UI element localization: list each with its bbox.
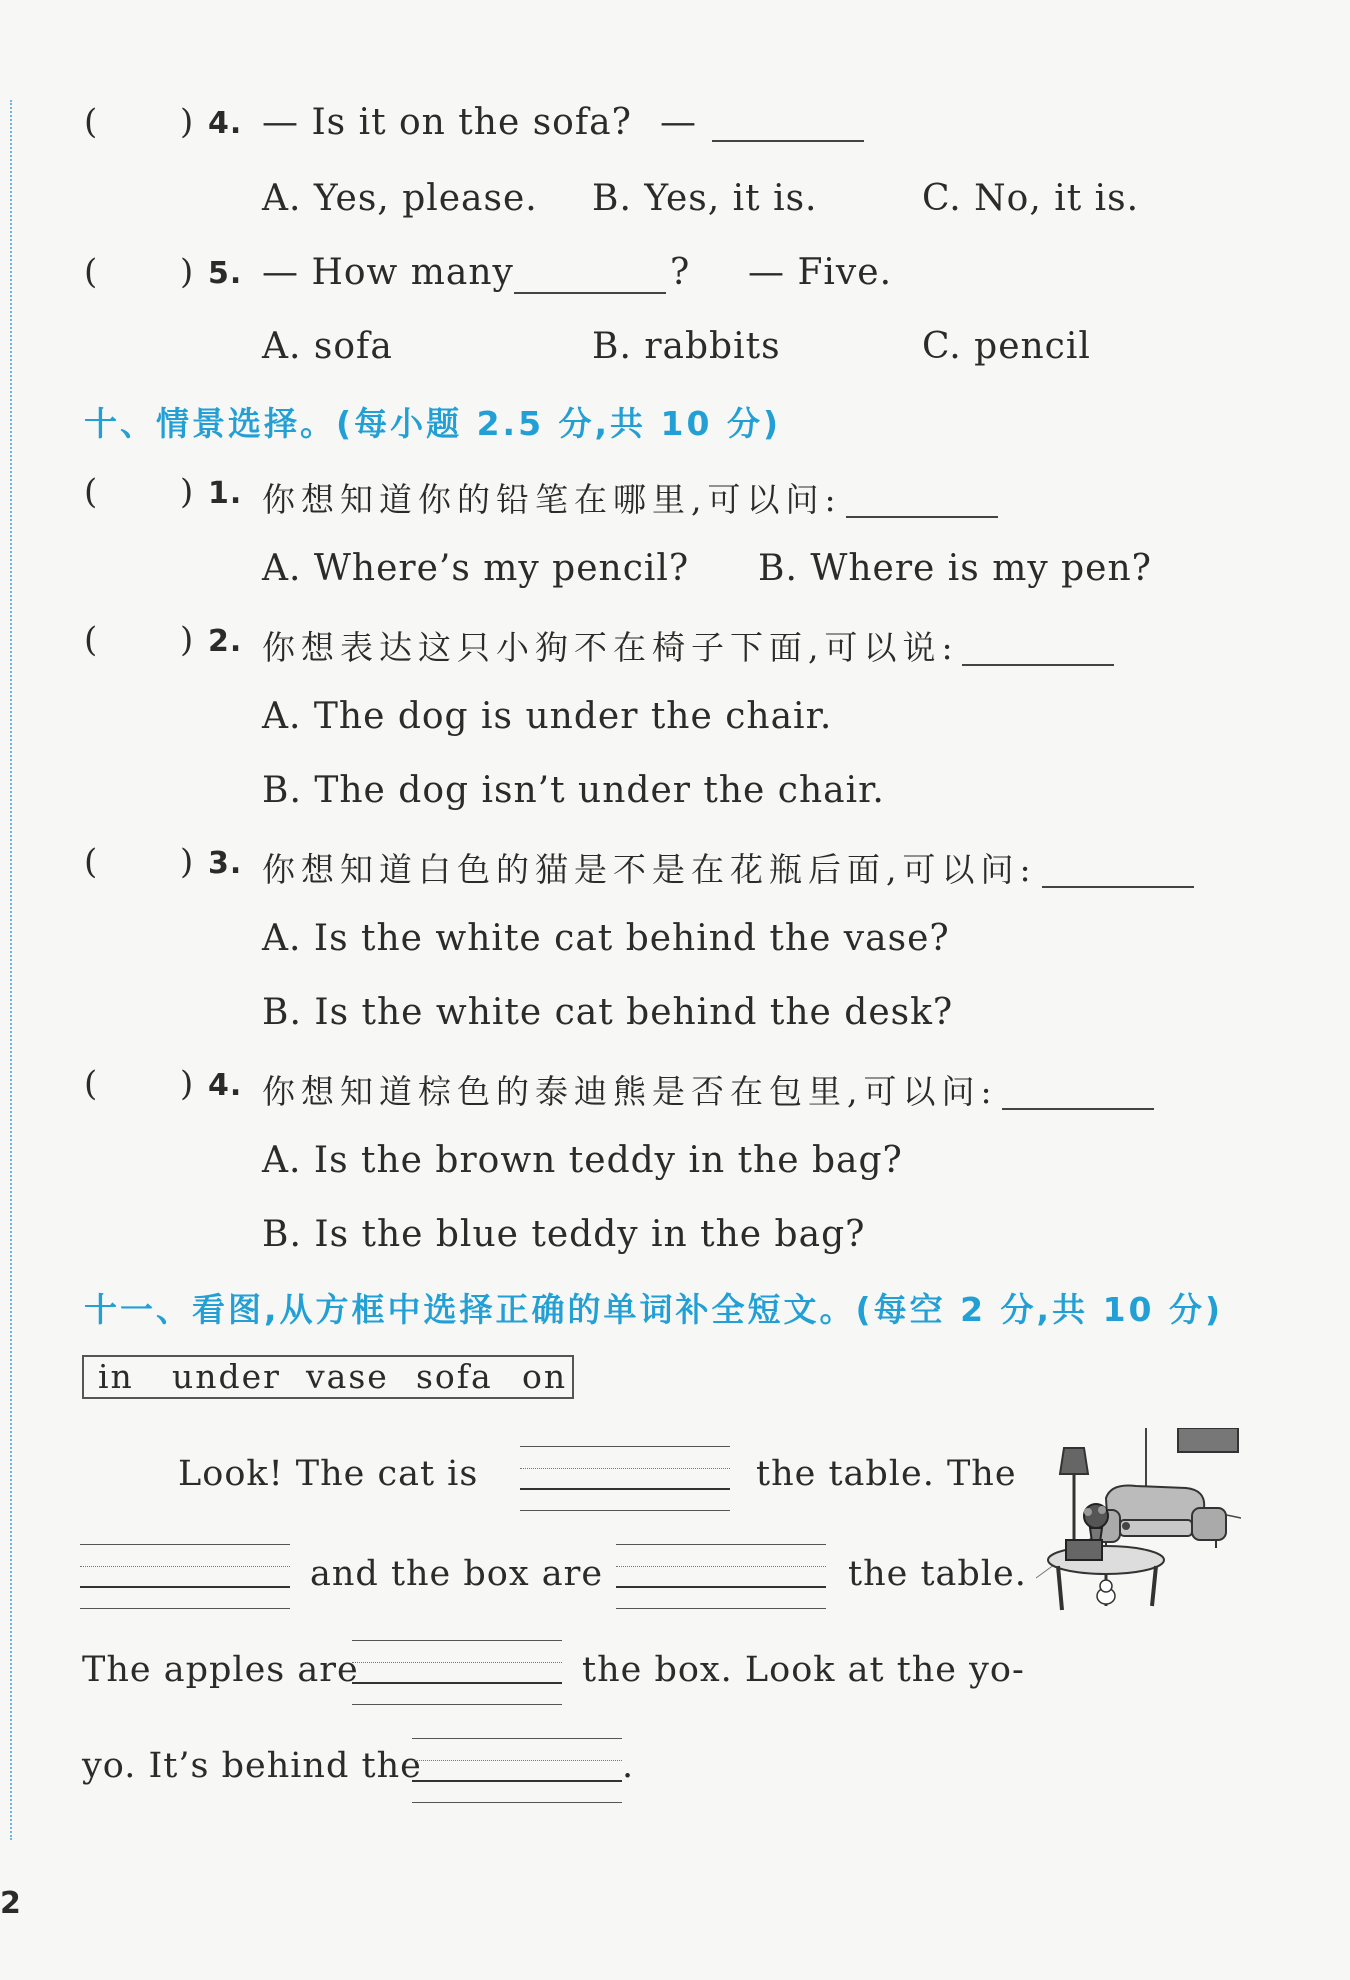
answer-paren-open: ( bbox=[84, 620, 99, 660]
section-10-heading: 十、情景选择。(每小题 2.5 分,共 10 分) bbox=[84, 404, 782, 443]
sofa bbox=[1096, 1486, 1226, 1551]
question-number: 3. bbox=[208, 846, 243, 881]
question-number: 5. bbox=[208, 256, 243, 291]
question-prompt: 你想表达这只小狗不在椅子下面,可以说: bbox=[262, 628, 959, 667]
question-prompt: 你想知道你的铅笔在哪里,可以问: bbox=[262, 480, 842, 519]
passage-blank-4[interactable] bbox=[352, 1640, 562, 1704]
passage-text: The apples are bbox=[82, 1650, 359, 1690]
word-box-item: sofa bbox=[416, 1357, 493, 1396]
passage-blank-5[interactable] bbox=[412, 1738, 622, 1802]
answer-paren-close: ) bbox=[180, 1064, 195, 1104]
answer-dash: — bbox=[660, 102, 697, 143]
answer-paren-open: ( bbox=[84, 102, 99, 142]
option-c: C. pencil bbox=[922, 326, 1091, 367]
yo-yo bbox=[1122, 1522, 1130, 1530]
answer-paren-close: ) bbox=[180, 620, 195, 660]
answer-blank[interactable] bbox=[1042, 886, 1194, 888]
question-number: 1. bbox=[208, 476, 243, 511]
passage-blank-3[interactable] bbox=[616, 1544, 826, 1608]
word-box-item: vase bbox=[306, 1357, 389, 1396]
answer-paren-close: ) bbox=[180, 102, 195, 142]
passage-text: the table. The bbox=[756, 1454, 1017, 1494]
option-a: A. Is the brown teddy in the bag? bbox=[262, 1140, 903, 1181]
passage-blank-1[interactable] bbox=[520, 1446, 730, 1510]
option-a: A. Yes, please. bbox=[262, 178, 538, 219]
answer-blank[interactable] bbox=[514, 292, 666, 294]
passage-text: the box. Look at the yo- bbox=[582, 1650, 1025, 1690]
option-b: B. Where is my pen? bbox=[758, 548, 1152, 589]
word-box-item: under bbox=[172, 1357, 281, 1396]
option-c: C. No, it is. bbox=[922, 178, 1140, 219]
word-box-item: on bbox=[522, 1357, 568, 1396]
option-b: B. Yes, it is. bbox=[592, 178, 818, 219]
cat bbox=[1097, 1580, 1115, 1604]
section-11-heading: 十一、看图,从方框中选择正确的单词补全短文。(每空 2 分,共 10 分) bbox=[84, 1290, 1224, 1329]
option-a: A. Is the white cat behind the vase? bbox=[262, 918, 950, 959]
question-text: — How many bbox=[262, 252, 514, 293]
answer-blank[interactable] bbox=[1002, 1108, 1154, 1110]
answer-paren-close: ) bbox=[180, 842, 195, 882]
binding-margin-line bbox=[10, 100, 12, 1840]
option-a: A. Where’s my pencil? bbox=[262, 548, 690, 589]
option-b: B. Is the white cat behind the desk? bbox=[262, 992, 954, 1033]
word-box-item: in bbox=[98, 1357, 134, 1396]
answer-paren-open: ( bbox=[84, 1064, 99, 1104]
question-number: 4. bbox=[208, 106, 243, 141]
passage-text: the table. bbox=[848, 1554, 1027, 1594]
answer-paren-open: ( bbox=[84, 252, 99, 292]
question-number: 2. bbox=[208, 624, 243, 659]
option-a: A. The dog is under the chair. bbox=[262, 696, 833, 737]
passage-text: yo. It’s behind the bbox=[82, 1746, 422, 1786]
passage-text: and the box are bbox=[310, 1554, 604, 1594]
question-mark: ? bbox=[670, 252, 691, 293]
option-b: B. Is the blue teddy in the bag? bbox=[262, 1214, 866, 1255]
passage-text: Look! The cat is bbox=[178, 1454, 479, 1494]
passage-text: . bbox=[622, 1746, 635, 1786]
answer-blank[interactable] bbox=[712, 140, 864, 142]
answer-paren-open: ( bbox=[84, 472, 99, 512]
passage-blank-2[interactable] bbox=[80, 1544, 290, 1608]
question-prompt: 你想知道棕色的泰迪熊是否在包里,可以问: bbox=[262, 1072, 998, 1111]
option-b: B. The dog isn’t under the chair. bbox=[262, 770, 885, 811]
word-box bbox=[82, 1355, 574, 1399]
floor-lamp bbox=[1060, 1448, 1088, 1553]
option-b: B. rabbits bbox=[592, 326, 781, 367]
question-text: — Is it on the sofa? bbox=[262, 102, 632, 143]
page-number: 2 bbox=[0, 1886, 21, 1921]
answer-blank[interactable] bbox=[962, 664, 1114, 666]
answer-blank[interactable] bbox=[846, 516, 998, 518]
answer-text: — Five. bbox=[748, 252, 893, 293]
question-number: 4. bbox=[208, 1068, 243, 1103]
answer-paren-open: ( bbox=[84, 842, 99, 882]
answer-paren-close: ) bbox=[180, 252, 195, 292]
question-prompt: 你想知道白色的猫是不是在花瓶后面,可以问: bbox=[262, 850, 1037, 889]
answer-paren-close: ) bbox=[180, 472, 195, 512]
wall-picture bbox=[1178, 1428, 1238, 1452]
living-room-illustration bbox=[1036, 1428, 1241, 1640]
option-a: A. sofa bbox=[262, 326, 393, 367]
box bbox=[1066, 1540, 1102, 1560]
